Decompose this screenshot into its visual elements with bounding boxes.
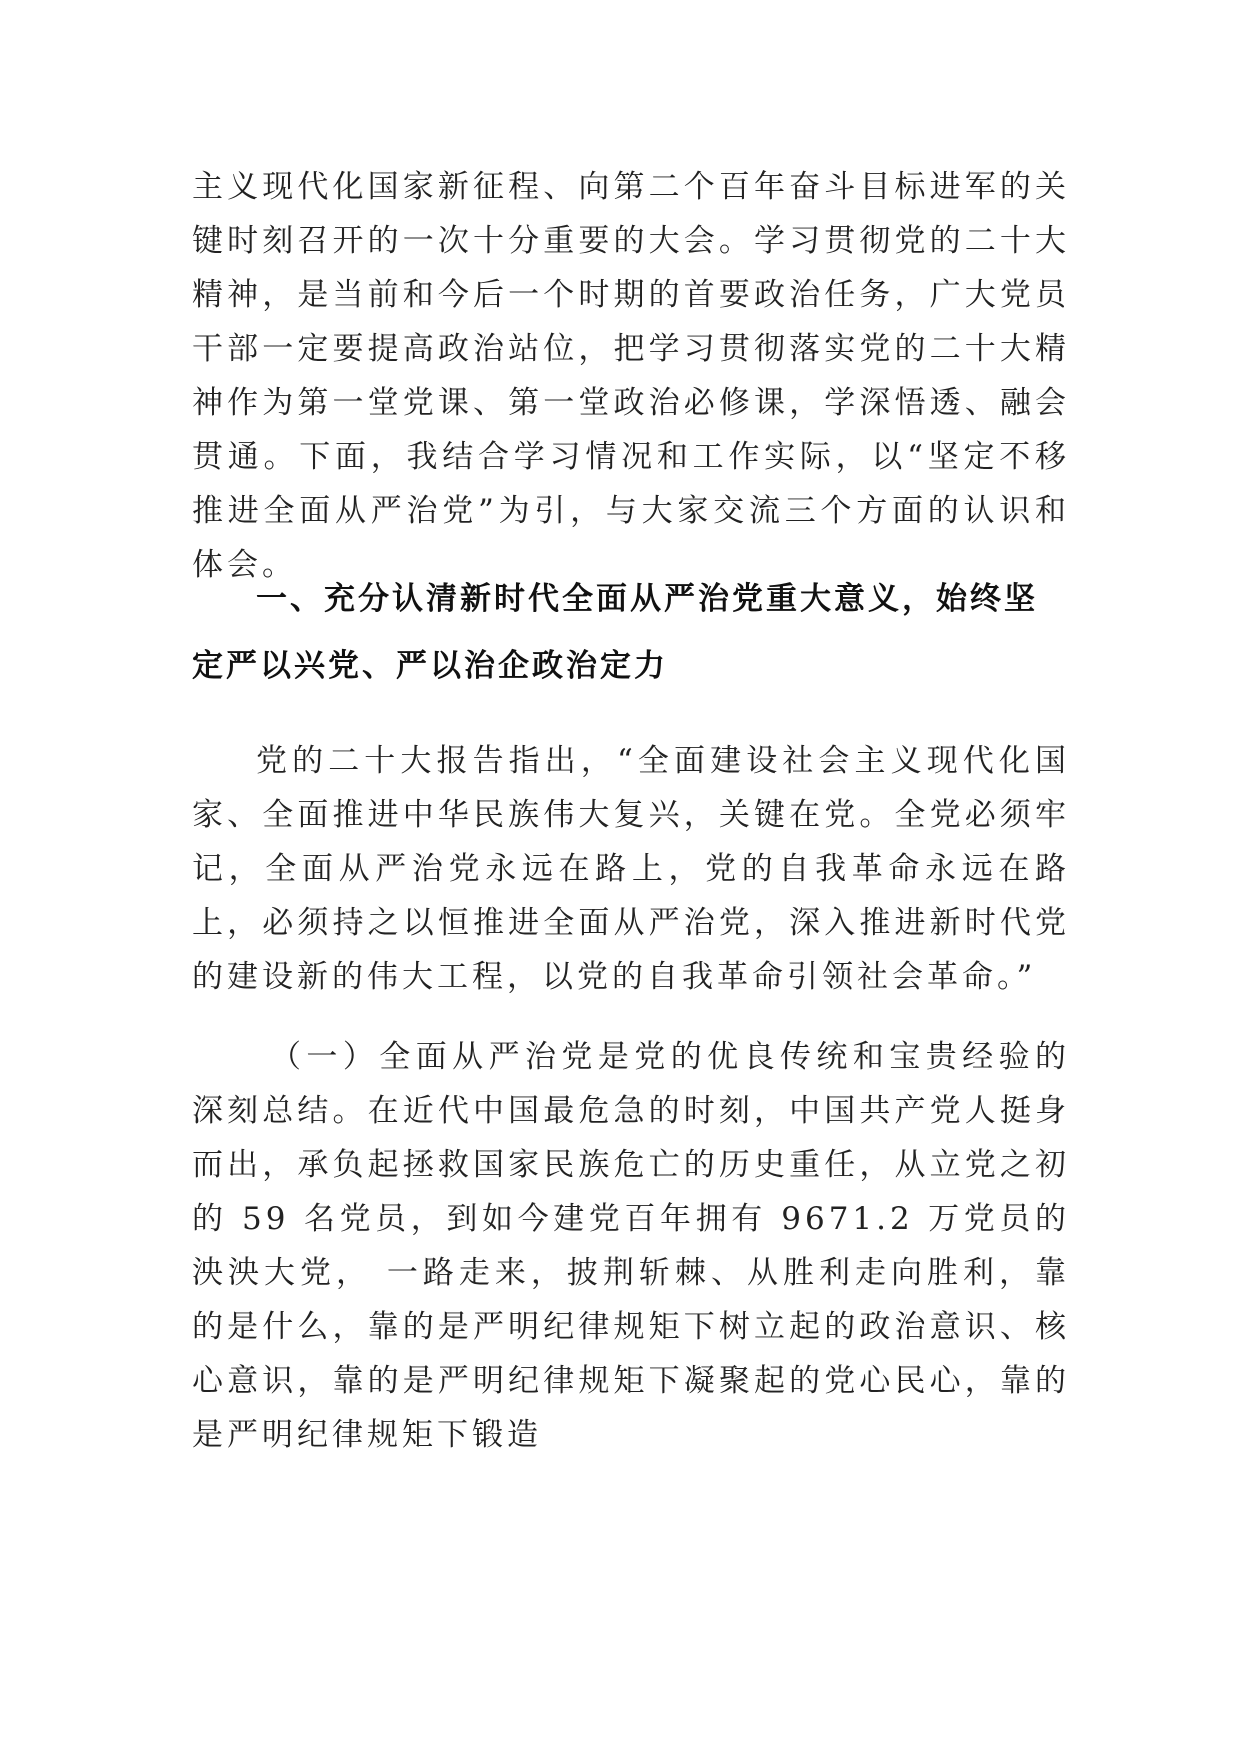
intro-paragraph: 主义现代化国家新征程、向第二个百年奋斗目标进军的关键时刻召开的一次十分重要的大会。学习贯彻党的二十大精神，是当前和今后一个时期的首要政治任务，广大党员干部一定要提高政治站位，把学习贯彻落实党的二十大精神作为第一堂党课、第一堂政治必修课，学深悟透、融会贯通。下面，我结合学习情况和工作实际，以“坚定不移推进全面从严治党”为引，与大家交流三个方面的认识和体会。	[192, 169, 1070, 583]
section-heading: 一、充分认清新时代全面从严治党重大意义，始终坚定严以兴党、严以治企政治定力	[192, 581, 1038, 684]
report-quote-paragraph: 党的二十大报告指出，“全面建设社会主义现代化国家、全面推进中华民族伟大复兴，关键在党。全党必须牢记，全面从严治党永远在路上，党的自我革命永远在路上，必须持之以恒推进全面从严治党，深入推进新时代党的建设新的伟大工程，以党的自我革命引领社会革命。”	[192, 743, 1070, 995]
subsection-paragraph: （一）全面从严治党是党的优良传统和宝贵经验的深刻总结。在近代中国最危急的时刻，中国共产党人挺身而出，承负起拯救国家民族危亡的历史重任，从立党之初的 59 名党员，到如今建党百年拥有 9671.2 万党员的泱泱大党， 一路走来，披荆斩棘、从胜利走向胜利，靠的是什么，靠的是严明纪律规矩下树立起的政治意识、核心意识，靠的是严明纪律规矩下凝聚起的党心民心，靠的是严明纪律规矩下锻造	[192, 1039, 1070, 1453]
